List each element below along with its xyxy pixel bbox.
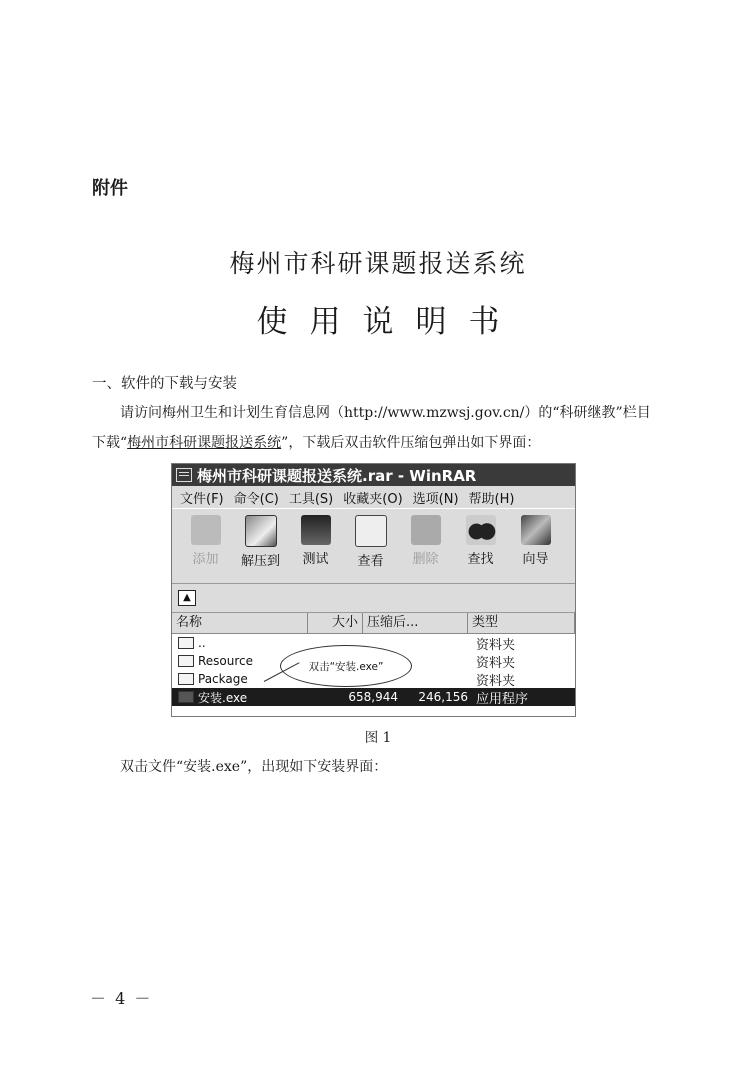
file-type: 资料夹 <box>476 673 516 689</box>
add-icon <box>191 515 221 545</box>
up-folder-button[interactable]: ▲ <box>178 590 196 606</box>
file-name: .. <box>198 636 206 650</box>
col-type[interactable]: 类型 <box>468 613 575 633</box>
add-button[interactable] <box>178 515 233 567</box>
folder-icon <box>178 637 194 649</box>
view-button[interactable] <box>343 515 398 569</box>
para1-text-before: 请访问梅州卫生和计划生育信息网（http://www.mzwsj.gov.cn/）的“科研继教”栏目下载“ <box>92 405 651 451</box>
menu-command[interactable]: 命令(C) <box>233 491 279 507</box>
double-click-callout: 双击“安装.exe” <box>280 645 412 687</box>
wizard-button[interactable] <box>508 515 563 567</box>
folder-icon <box>178 673 194 685</box>
file-type: 应用程序 <box>476 691 529 707</box>
extract-button[interactable] <box>233 515 288 569</box>
wizard-label: 向导 <box>522 552 549 567</box>
col-packed[interactable]: 压缩后... <box>363 613 468 633</box>
menu-favorites[interactable]: 收藏夹(O) <box>343 491 403 507</box>
wizard-icon <box>521 515 551 545</box>
extract-label: 解压到 <box>240 554 280 569</box>
file-list <box>172 613 575 717</box>
menu-file[interactable]: 文件(F) <box>180 491 224 507</box>
menu-options[interactable]: 选项(N) <box>412 491 459 507</box>
file-list-header <box>172 613 575 634</box>
winrar-pathbar <box>172 584 575 613</box>
find-button[interactable] <box>453 515 508 567</box>
document-title: 梅州市科研课题报送系统 <box>229 249 527 278</box>
section-heading: 一、软件的下载与安装 <box>92 376 237 392</box>
col-size[interactable]: 大小 <box>308 613 363 633</box>
add-label: 添加 <box>192 552 219 567</box>
paragraph-install: 双击文件“安装.exe”，出现如下安装界面： <box>120 759 388 775</box>
file-type: 资料夹 <box>476 637 516 653</box>
menu-tools[interactable]: 工具(S) <box>288 491 334 507</box>
document-subtitle: 使用说明书 <box>256 304 522 340</box>
file-name: Resource <box>198 654 254 668</box>
paragraph-download <box>92 398 662 458</box>
file-packed: 246,156 <box>418 690 468 704</box>
find-label: 查找 <box>467 552 494 567</box>
winrar-menubar <box>172 486 575 508</box>
para1-text-after: ”，下载后双击软件压缩包弹出如下界面： <box>281 435 541 451</box>
test-button[interactable] <box>288 515 343 567</box>
col-name[interactable]: 名称 <box>172 613 308 633</box>
download-link[interactable]: 梅州市科研课题报送系统 <box>127 435 282 451</box>
delete-label: 删除 <box>412 552 439 567</box>
exe-file-icon <box>178 691 194 703</box>
file-size: 658,944 <box>348 690 398 704</box>
menu-help[interactable]: 帮助(H) <box>468 491 515 507</box>
file-name: 安装.exe <box>198 690 248 705</box>
winrar-toolbar <box>172 508 575 584</box>
extract-icon <box>245 515 277 547</box>
page-number: － 4 － <box>90 989 153 1008</box>
winrar-title: 梅州市科研课题报送系统.rar - WinRAR <box>197 466 477 485</box>
file-name: Package <box>198 672 248 686</box>
winrar-screenshot <box>171 463 576 717</box>
find-icon <box>466 515 496 545</box>
delete-icon <box>411 515 441 545</box>
test-label: 测试 <box>302 552 329 567</box>
delete-button[interactable] <box>398 515 453 567</box>
view-label: 查看 <box>357 554 384 569</box>
folder-icon <box>178 655 194 667</box>
app-icon <box>176 468 192 482</box>
figure-caption: 图 1 <box>364 730 392 746</box>
view-icon <box>355 515 387 547</box>
file-row-setup-exe[interactable] <box>172 688 575 706</box>
test-icon <box>301 515 331 545</box>
file-type: 资料夹 <box>476 655 516 671</box>
winrar-titlebar <box>172 464 575 486</box>
attachment-label: 附件 <box>92 178 128 199</box>
